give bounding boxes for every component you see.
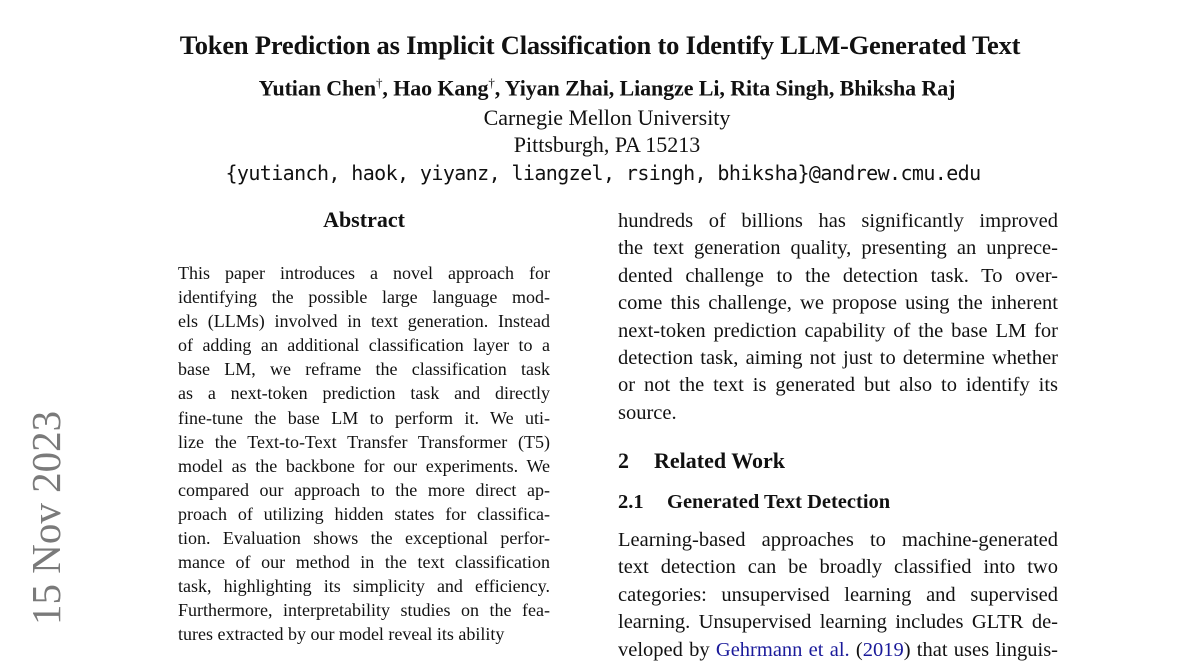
- abstract-line: els (LLMs) involved in text generation. Instead: [178, 311, 550, 332]
- author-separator: ,: [494, 75, 505, 101]
- abstract-line: mance of our method in the text classification: [178, 552, 550, 573]
- equal-contribution-mark: †: [375, 75, 383, 90]
- abstract-body: [178, 261, 550, 647]
- intro-line: hundreds of billions has significantly improved: [618, 210, 1058, 232]
- body-line: learning. Unsupervised learning includes GLTR de-: [618, 611, 1058, 634]
- abstract-line: proach of utilizing hidden states for classifica-: [178, 503, 550, 524]
- abstract-line: identifying the possible large language mod-: [178, 287, 550, 308]
- author-emails: {yutianch, haok, yiyanz, liangzel, rsingh, bhiksha}@andrew.cmu.edu: [225, 161, 981, 185]
- section-number: 2: [618, 448, 629, 473]
- paper-title: Token Prediction as Implicit Classification to Identify LLM-Generated Text: [179, 30, 1021, 60]
- cut-line-after: ) that uses linguis-: [903, 638, 1058, 661]
- subsection-title: Generated Text Detection: [667, 491, 891, 513]
- subsection-heading-generated-text-detection: [618, 491, 890, 514]
- abstract-line: as a next-token prediction task and directly: [178, 383, 550, 404]
- author-name: Yutian Chen: [258, 75, 376, 101]
- abstract-line: lize the Text-to-Text Transfer Transformer (T5): [178, 431, 550, 452]
- intro-line: next-token prediction capability of the base LM for: [618, 319, 1058, 342]
- cut-line-mid: (: [849, 638, 863, 661]
- section-heading-related-work: [618, 448, 785, 474]
- cut-line-before: veloped by: [618, 638, 716, 661]
- arxiv-date-stamp: 15 Nov 2023: [23, 410, 69, 625]
- abstract-line: tures extracted by our model reveal its ability: [178, 624, 505, 645]
- body-line: Learning-based approaches to machine-generated: [618, 529, 1058, 551]
- abstract-heading: Abstract: [323, 207, 405, 232]
- author-separator: ,: [382, 75, 394, 101]
- abstract-line: Furthermore, interpretability studies on the fea-: [178, 600, 550, 621]
- body-line: text detection can be broadly classified into two: [618, 556, 1058, 579]
- abstract-line: fine-tune the base LM to perform it. We uti-: [178, 407, 550, 428]
- author-separator: ,: [719, 75, 731, 101]
- abstract-line: of adding an additional classification layer to a: [178, 335, 550, 356]
- body-line-cut: [618, 637, 1058, 664]
- abstract-line: task, highlighting its simplicity and efficiency.: [178, 576, 550, 597]
- location: Pittsburgh, PA 15213: [513, 132, 701, 157]
- section-title: Related Work: [654, 448, 785, 473]
- abstract-line: tion. Evaluation shows the exceptional perfor-: [178, 528, 550, 549]
- abstract-line: This paper introduces a novel approach for: [178, 263, 550, 283]
- author-separator: ,: [828, 75, 840, 101]
- citation-link-gehrmann[interactable]: Gehrmann et al.: [715, 638, 850, 661]
- right-column-intro: [618, 208, 1058, 427]
- intro-line: or not the text is generated but also to identify its: [618, 374, 1058, 397]
- abstract-line: compared our approach to the more direct ap-: [178, 479, 550, 500]
- author-separator: ,: [608, 75, 620, 101]
- related-work-body: [618, 527, 1058, 664]
- intro-line: dented challenge to the detection task. To over-: [618, 264, 1058, 287]
- intro-line: source.: [618, 401, 677, 424]
- author-name: Liangze Li: [619, 75, 720, 101]
- subsection-number: 2.1: [618, 491, 644, 513]
- author-name: Rita Singh: [730, 75, 829, 101]
- intro-line: the text generation quality, presenting an unprece-: [618, 237, 1058, 260]
- affiliation: Carnegie Mellon University: [483, 105, 731, 130]
- author-name: Yiyan Zhai: [504, 75, 609, 101]
- citation-year-link[interactable]: 2019: [862, 638, 904, 661]
- abstract-line: model as the backbone for our experiments. We: [178, 455, 550, 476]
- author-name: Bhiksha Raj: [839, 75, 956, 101]
- body-line: categories: unsupervised learning and supervised: [618, 583, 1058, 606]
- equal-contribution-mark: †: [488, 75, 495, 90]
- abstract-line: base LM, we reframe the classification task: [178, 359, 550, 380]
- author-list: [0, 75, 1200, 101]
- author-name: Hao Kang: [393, 75, 489, 101]
- intro-line: detection task, aiming not just to determine whether: [618, 347, 1058, 370]
- intro-line: come this challenge, we propose using the inherent: [618, 292, 1058, 315]
